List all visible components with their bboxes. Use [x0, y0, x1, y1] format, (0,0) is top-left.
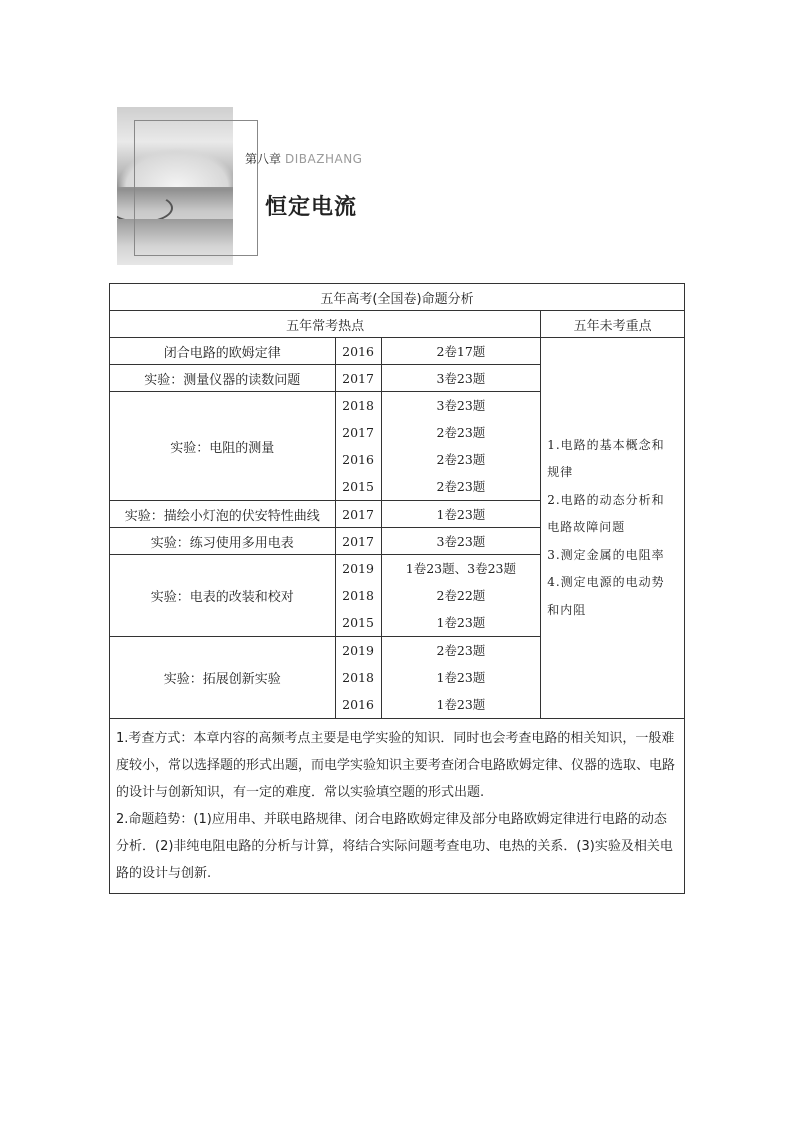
paper-value: 2卷22题 — [436, 588, 486, 603]
table-row — [110, 338, 685, 365]
paper-value: 1卷23题 — [436, 670, 486, 685]
year-cell: 2017 — [335, 365, 381, 392]
paper-value: 3卷23题 — [436, 398, 486, 413]
table-header-row — [110, 311, 685, 338]
notes-trend: 2.命题趋势：(1)应用串、并联电路规律、闭合电路欧姆定律及部分电路欧姆定律进行电路的动态分析．(2)非纯电阻电路的分析与计算，将结合实际问题考查电功、电热的关系．(3)实验及相关电路的设计与创新. — [116, 812, 673, 881]
header-unexamined: 五年未考重点 — [541, 311, 685, 338]
year-value: 2018 — [342, 588, 374, 603]
year-cell: 2017 — [335, 501, 381, 528]
paper-cell: 3卷23题 — [381, 528, 541, 555]
notes-cell — [110, 719, 685, 894]
chapter-label — [245, 150, 362, 167]
topic-cell: 实验：电阻的测量 — [110, 392, 336, 501]
year-value: 2018 — [342, 398, 374, 413]
unexamined-points-cell — [541, 338, 685, 719]
paper-cell: 2卷17题 — [381, 338, 541, 365]
table-title: 五年高考(全国卷)命题分析 — [110, 284, 685, 311]
year-value: 2019 — [342, 643, 374, 658]
paper-value: 1卷23题、3卷23题 — [405, 561, 516, 576]
paper-cell — [381, 637, 541, 719]
topic-cell: 实验：测量仪器的读数问题 — [110, 365, 336, 392]
paper-value: 1卷23题 — [436, 697, 486, 712]
header-hot-topics: 五年常考热点 — [110, 311, 541, 338]
notes-method: 1.考查方式：本章内容的高频考点主要是电学实验的知识．同时也会考查电路的相关知识，一般难度较小，常以选择题的形式出题，而电学实验知识主要考查闭合电路欧姆定律、仪器的选取、电路的设计与创新知识，有一定的难度．常以实验填空题的形式出题. — [116, 731, 676, 800]
year-value: 2016 — [342, 697, 374, 712]
table-title-row — [110, 284, 685, 311]
unexamined-line: 2.电路的动态分析和 — [547, 492, 665, 507]
chapter-number: 第八章 — [245, 152, 282, 166]
year-cell — [335, 637, 381, 719]
paper-value: 2卷23题 — [436, 643, 486, 658]
paper-cell: 3卷23题 — [381, 365, 541, 392]
unexamined-line: 1.电路的基本概念和 — [547, 437, 665, 452]
year-cell — [335, 392, 381, 501]
paper-value: 2卷23题 — [436, 425, 486, 440]
topic-cell: 实验：描绘小灯泡的伏安特性曲线 — [110, 501, 336, 528]
unexamined-line: 4.测定电源的电动势 — [547, 575, 665, 590]
paper-value: 1卷23题 — [436, 615, 486, 630]
exam-analysis-table — [109, 283, 685, 894]
paper-cell: 1卷23题 — [381, 501, 541, 528]
unexamined-line: 电路故障问题 — [547, 520, 626, 535]
unexamined-line: 规律 — [547, 465, 574, 480]
year-value: 2018 — [342, 670, 374, 685]
year-cell — [335, 555, 381, 637]
year-value: 2017 — [342, 425, 374, 440]
year-cell: 2017 — [335, 528, 381, 555]
year-value: 2019 — [342, 561, 374, 576]
topic-cell: 闭合电路的欧姆定律 — [110, 338, 336, 365]
paper-value: 2卷23题 — [436, 479, 486, 494]
paper-cell — [381, 555, 541, 637]
paper-cell — [381, 392, 541, 501]
chapter-pinyin: DIBAZHANG — [285, 152, 363, 166]
unexamined-line: 3.测定金属的电阻率 — [547, 547, 665, 562]
chapter-frame — [134, 120, 258, 256]
notes-row — [110, 719, 685, 894]
topic-cell: 实验：拓展创新实验 — [110, 637, 336, 719]
paper-value: 2卷23题 — [436, 452, 486, 467]
year-value: 2015 — [342, 479, 374, 494]
topic-cell: 实验：电表的改装和校对 — [110, 555, 336, 637]
year-value: 2016 — [342, 452, 374, 467]
topic-cell: 实验：练习使用多用电表 — [110, 528, 336, 555]
chapter-title: 恒定电流 — [265, 195, 358, 220]
year-value: 2015 — [342, 615, 374, 630]
unexamined-line: 和内阻 — [547, 602, 587, 617]
year-cell: 2016 — [335, 338, 381, 365]
